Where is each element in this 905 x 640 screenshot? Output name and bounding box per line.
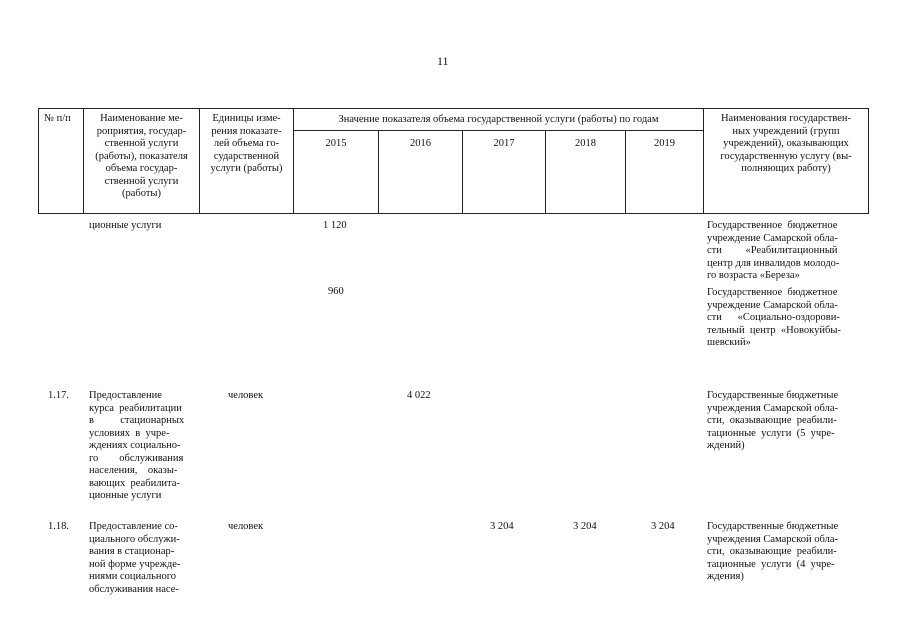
header-col-num: № п/п xyxy=(44,113,71,124)
row-2-num: 1.18. xyxy=(48,521,69,532)
year-subheader-line xyxy=(293,130,703,131)
row-0-value-2015b: 960 xyxy=(328,286,344,297)
col-divider-1 xyxy=(83,108,84,214)
header-year-2017: 2017 xyxy=(493,138,515,149)
col-divider-2 xyxy=(199,108,200,214)
table-right-border xyxy=(868,108,869,214)
row-2-value-2017: 3 204 xyxy=(490,521,514,532)
row-1-name: Предоставление курса реабилитации в стационарных условиях в учре- ждениях социально- го обслуживания населения, оказы- вающих реабилита- ционные услуги xyxy=(89,390,185,501)
row-0-name: ционные услуги xyxy=(89,220,162,231)
row-0-institutions-a: Государственное бюджетное учреждение Самарской обла- сти «Реабилитационный центр для инвалидов молодо- го возраста «Береза» xyxy=(707,220,840,281)
header-year-2019: 2019 xyxy=(654,138,675,149)
row-2-value-2018: 3 204 xyxy=(573,521,597,532)
row-0-institutions-b: Государственное бюджетное учреждение Самарской обла- сти «Социально-оздорови- тельный центр «Новокуйбы- шевский» xyxy=(707,287,841,348)
header-year-2016: 2016 xyxy=(410,138,431,149)
table-top-border xyxy=(38,108,869,109)
row-1-institutions: Государственные бюджетные учреждения Самарской обла- сти, оказывающие реабили- тационные услуги (5 учре- ждений) xyxy=(707,390,839,451)
header-bottom-border xyxy=(38,213,869,214)
header-values-title: Значение показателя объема государственной услуги (работы) по годам xyxy=(338,114,659,125)
header-year-2018: 2018 xyxy=(575,138,596,149)
header-col-units: Единицы изме- рения показате- лей объема го- сударственной услуги (работы) xyxy=(210,113,283,174)
page-number: 11 xyxy=(437,54,449,68)
row-2-units: человек xyxy=(228,521,264,532)
header-year-2015: 2015 xyxy=(325,138,347,149)
row-2-name: Предоставление со- циального обслужи- вания в стационар- ной форме учрежде- ниями социального обслуживания насе- xyxy=(89,521,181,595)
header-col-institutions: Наименования государствен- ных учреждений (групп учреждений), оказывающих государственную услугу (вы- полняющих работу) xyxy=(720,113,852,174)
table-left-border xyxy=(38,108,39,214)
row-1-units: человек xyxy=(228,390,264,401)
header-col-name: Наименование ме- роприятия, государ- ственной услуги (работы), показателя объема государ- ственной услуги (работы) xyxy=(95,113,188,199)
row-2-institutions: Государственные бюджетные учреждения Самарской обла- сти, оказывающие реабили- тационные услуги (4 учре- ждения) xyxy=(707,521,839,582)
row-1-value-2016: 4 022 xyxy=(407,390,431,401)
row-0-value-2015a: 1 120 xyxy=(323,220,347,231)
row-1-num: 1.17. xyxy=(48,390,69,401)
row-2-value-2019: 3 204 xyxy=(651,521,675,532)
